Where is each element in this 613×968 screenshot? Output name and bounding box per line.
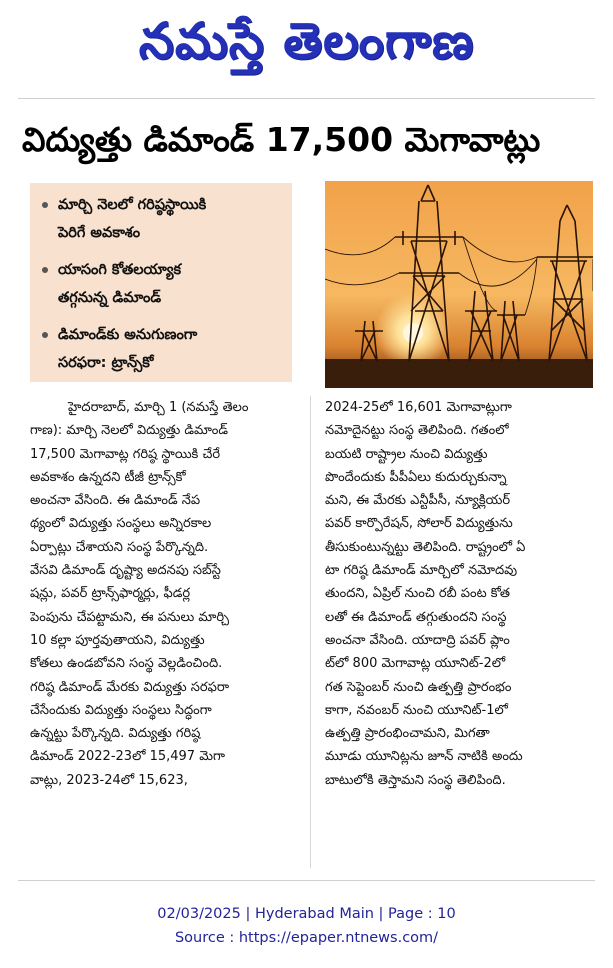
bottom-divider [18, 880, 595, 881]
body-line: అవకాశం ఉన్నదని టీజీ ట్రాన్స్‌కో [30, 469, 186, 485]
article-headline: విద్యుత్తు డిమాండ్ 17,500 మెగావాట్లు [22, 120, 541, 159]
body-line: నమోదైనట్టు సంస్థ తెలిపింది. గతంలో [325, 423, 509, 439]
body-line: పవర్ కార్పొరేషన్, సోలార్ విద్యుత్తును [325, 516, 513, 532]
bullet-icon [42, 267, 48, 273]
highlight-line: యాసంగి కోతలయ్యాక [58, 262, 182, 278]
edition-info: 02/03/2025 | Hyderabad Main | Page : 10 [157, 906, 456, 922]
body-line: థ్యంలో విద్యుత్తు సంస్థలు అన్నిరకాల [30, 516, 212, 532]
body-line: బాటులోకి తెస్తామని సంస్థ తెలిపింది. [325, 772, 506, 788]
article-body-left-column [30, 396, 296, 792]
body-line: గాణ): మార్చి నెలలో విద్యుత్తు డిమాండ్ [30, 423, 229, 439]
body-line: అంచనా వేసింది. యాదాద్రి పవర్ ప్లాం [325, 632, 510, 648]
body-line: ఏర్పాట్లు చేశాయని సంస్థ పేర్కొన్నది. [30, 539, 209, 555]
highlight-line: డిమాండ్‌కు అనుగుణంగా [58, 327, 198, 343]
body-line: షన్లు, పవర్ ట్రాన్స్‌ఫార్మర్లు, ఫీడర్ల [30, 586, 191, 602]
body-line: ట్‌లో 800 మెగావాట్ల యూనిట్-2లో [325, 656, 506, 672]
body-line: తీసుకుంటున్నట్టు తెలిపింది. రాష్ట్రంలో ఏ [325, 539, 526, 555]
body-line: మూడు యూనిట్లను జూన్ నాటికి అందు [325, 749, 523, 765]
body-line: బయటి రాష్ట్రాల నుంచి విద్యుత్తు [325, 446, 488, 462]
bullet-icon [42, 332, 48, 338]
body-line: 17,500 మెగావాట్ల గరిష్ఠ స్థాయికి చేరే [30, 446, 221, 462]
source-link[interactable]: Source : https://epaper.ntnews.com/ [174, 930, 439, 946]
body-line: లతో ఈ డిమాండ్ తగ్గుతుందని సంస్థ [325, 609, 507, 625]
highlight-line: తగ్గనున్న డిమాండ్ [58, 290, 162, 306]
highlight-item [40, 256, 286, 312]
body-line: ఉత్పత్తి ప్రారంభించామని, మిగతా [325, 726, 490, 742]
body-line: చేసేందుకు విద్యుత్తు సంస్థలు సిద్ధంగా [30, 702, 212, 718]
body-line: కోతలు ఉండబోవని సంస్థ వెల్లడించింది. [30, 656, 223, 672]
highlight-line: పెరిగే అవకాశం [58, 225, 141, 241]
body-line: టా గరిష్ఠ డిమాండ్ మార్చిలో నమోదవు [325, 563, 518, 579]
highlight-line: సరఫరా: ట్రాన్స్‌కో [58, 355, 154, 371]
body-line: మని, ఈ మేరకు ఎన్టీపీసీ, న్యూక్లియర్ [325, 493, 511, 509]
body-line: అంచనా వేసింది. ఈ డిమాండ్ నేప [30, 493, 201, 509]
body-line: 2024-25లో 16,601 మెగావాట్లుగా [325, 400, 512, 415]
power-towers-image [325, 181, 593, 388]
column-divider [310, 396, 311, 868]
body-line: పెంపును చేపట్టామని, ఈ పనులు మార్చి [30, 609, 230, 625]
body-line: గత సెప్టెంబర్ నుంచి ఉత్పత్తి ప్రారంభం [325, 679, 512, 695]
body-line: గరిష్ఠ డిమాండ్ మేరకు విద్యుత్తు సరఫరా [30, 679, 230, 695]
highlights-box [30, 183, 292, 382]
article-body-right-column [325, 396, 593, 792]
body-line: ఉన్నట్టు పేర్కొన్నది. విద్యుత్తు గరిష్ఠ [30, 726, 201, 742]
body-line: కాగా, నవంబర్ నుంచి యూనిట్-1లో [325, 702, 508, 718]
body-line: తుందని, ఏప్రిల్ నుంచి రబీ పంట కోత [325, 586, 510, 602]
body-line: డిమాండ్ 2022-23లో 15,497 మెగా [30, 749, 225, 765]
bullet-icon [42, 202, 48, 208]
body-line: పొందేందుకు పీపీఏలు కుదుర్చుకున్నా [325, 469, 507, 485]
highlight-item [40, 191, 286, 247]
body-line: వాట్లు, 2023-24లో 15,623, [30, 772, 188, 788]
masthead [0, 0, 613, 84]
body-line: వేసవి డిమాండ్ దృష్ట్యా అదనపు సబ్‌స్టే [30, 563, 221, 579]
body-line: హైదరాబాద్, మార్చి 1 (నమస్తే తెలం [68, 400, 249, 415]
power-towers-photo [325, 181, 593, 388]
body-line: 10 కల్లా పూర్తవుతాయని, విద్యుత్తు [30, 632, 205, 648]
newspaper-logo: నమస్తే తెలంగాణ [138, 12, 475, 70]
top-divider [18, 98, 595, 99]
highlight-line: మార్చి నెలలో గరిష్ఠస్థాయికి [58, 197, 207, 213]
highlight-item [40, 321, 286, 377]
